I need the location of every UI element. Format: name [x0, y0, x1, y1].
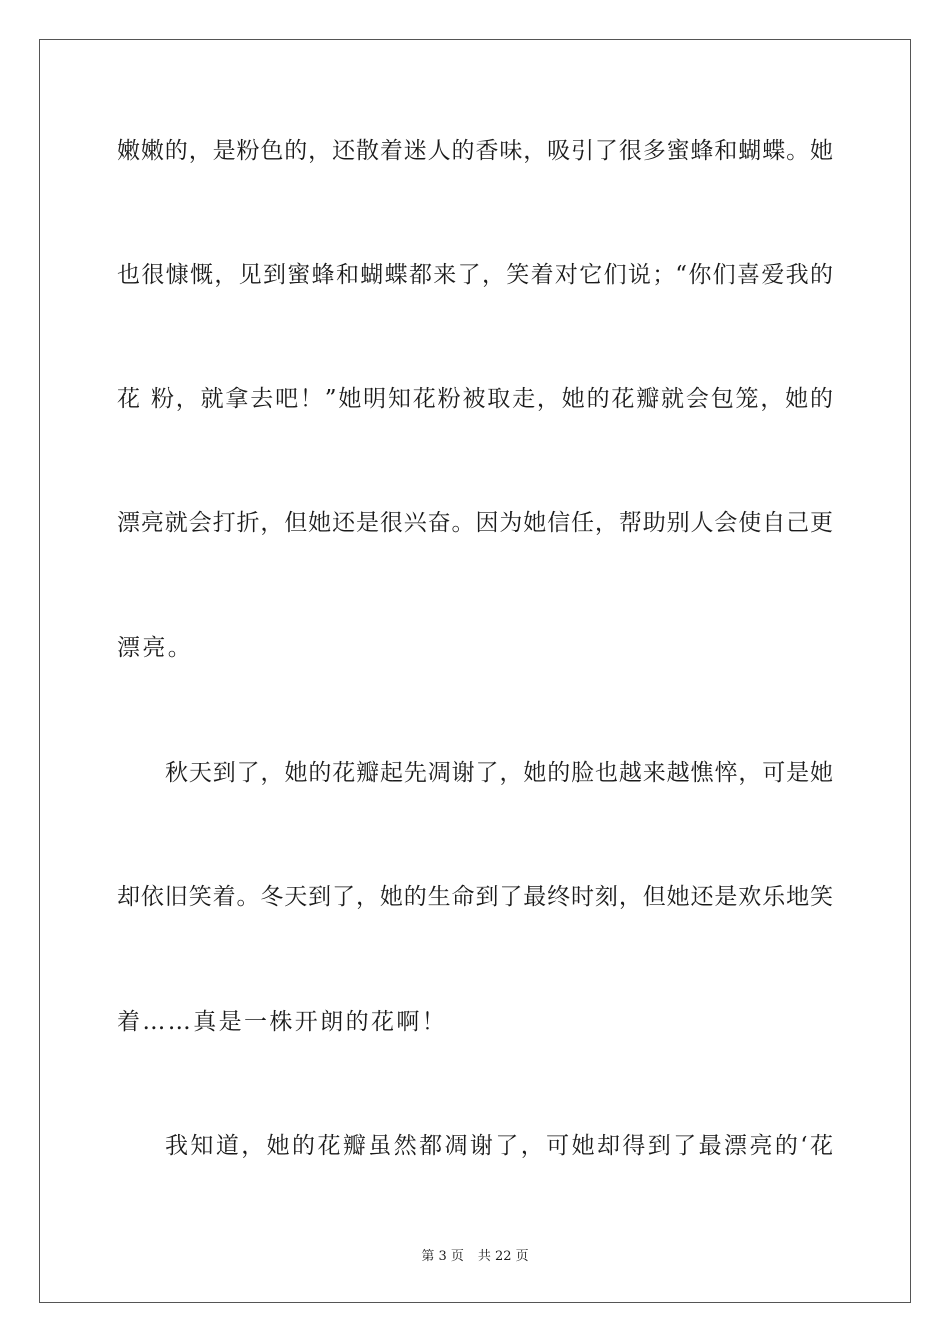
paragraph-first-line: 秋天到了，她的花瓣起先凋谢了，她的脸也越来越憔悴，可是她: [165, 760, 833, 786]
body-text-line: 漂亮。: [117, 635, 194, 661]
body-text-line: 却依旧笑着。冬天到了，她的生命到了最终时刻，但她还是欢乐地笑: [117, 884, 833, 910]
body-text-line: 着……真是一株开朗的花啊！: [117, 1009, 448, 1035]
body-text-line: 也很慷慨，见到蜜蜂和蝴蝶都来了，笑着对它们说；“你们喜爱我的: [117, 262, 833, 288]
page-border: [39, 39, 911, 1303]
paragraph-first-line: 我知道，她的花瓣虽然都凋谢了，可她却得到了最漂亮的‘花: [165, 1133, 833, 1159]
page-total: 共 22 页: [477, 1249, 529, 1264]
body-text-line: 漂亮就会打折，但她还是很兴奋。因为她信任，帮助别人会使自己更: [117, 510, 833, 536]
body-text-line: 嫩嫩的，是粉色的，还散着迷人的香味，吸引了很多蜜蜂和蝴蝶。她: [117, 138, 833, 164]
body-text-line: 花 粉，就拿去吧！”她明知花粉被取走，她的花瓣就会包笼，她的: [117, 386, 833, 412]
page-number: 第 3 页: [421, 1249, 464, 1264]
page-footer: [0, 1249, 950, 1265]
